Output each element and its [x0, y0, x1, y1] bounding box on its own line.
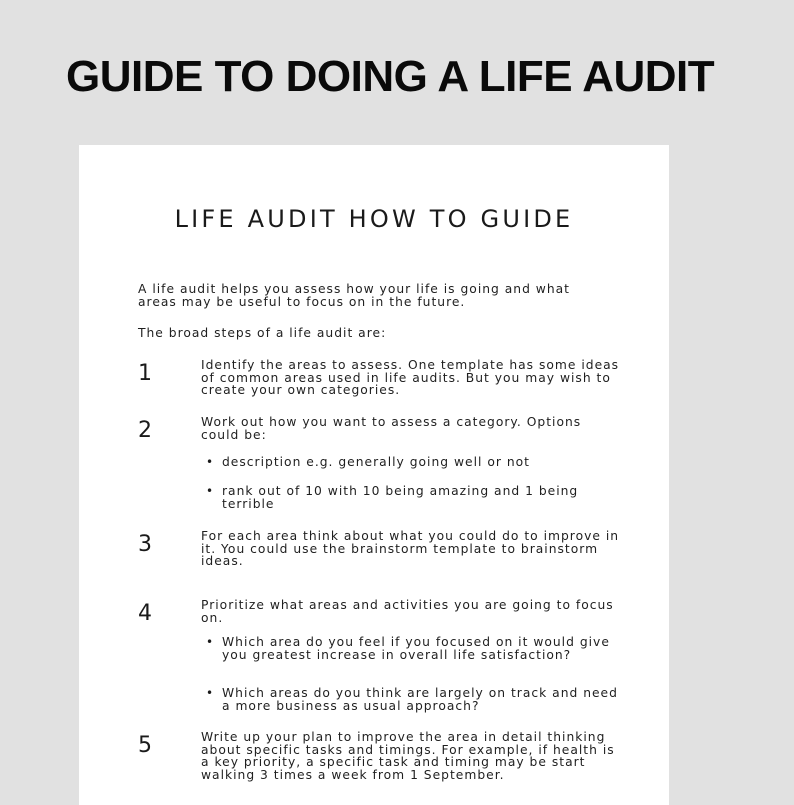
bullet-dot-icon: •: [206, 484, 215, 498]
bullet-dot-icon: •: [206, 635, 215, 649]
guide-document: [79, 145, 669, 805]
step-text-1: Identify the areas to assess. One template has some ideas of common areas used in life audits. But you may wish to create your own categories.: [201, 358, 620, 397]
step-number-3: 3: [138, 532, 152, 557]
intro-paragraph: A life audit helps you assess how your life is going and what areas may be useful to focus on in the future.: [138, 282, 570, 309]
page-headline: GUIDE TO DOING A LIFE AUDIT: [66, 52, 715, 101]
bullet-dot-icon: •: [206, 455, 215, 469]
document-title: LIFE AUDIT HOW TO GUIDE: [174, 205, 574, 233]
step-number-2: 2: [138, 418, 152, 443]
step-number-4: 4: [138, 601, 152, 626]
bullet-dot-icon: •: [206, 686, 215, 700]
step-text-2: Work out how you want to assess a category. Options could be:: [201, 415, 582, 442]
bullet-text: Which area do you feel if you focused on it would give you greatest increase in overall life satisfaction?: [222, 635, 610, 662]
step-4-bullet-2: [206, 687, 622, 712]
step-number-1: 1: [138, 361, 152, 386]
step-text-4: Prioritize what areas and activities you are going to focus on.: [201, 598, 614, 625]
step-text-3: For each area think about what you could do to improve in it. You could use the brainstorm template to brainstorm ideas.: [201, 529, 620, 568]
bullet-text: rank out of 10 with 10 being amazing and 1 being terrible: [222, 484, 579, 511]
step-text-5: Write up your plan to improve the area in detail thinking about specific tasks and timings. For example, if health is a key priority, a specific task and timing may be start walking 3 times a week from 1 September.: [201, 730, 615, 782]
step-4-bullet-1: [206, 636, 622, 661]
bullet-text: Which areas do you think are largely on track and need a more business as usual approach?: [222, 686, 618, 713]
bullet-text: description e.g. generally going well or not: [222, 455, 530, 469]
step-number-5: 5: [138, 733, 152, 758]
steps-intro: The broad steps of a life audit are:: [138, 326, 387, 340]
step-2-bullet-1: [206, 456, 622, 469]
step-2-bullet-2: [206, 485, 622, 510]
